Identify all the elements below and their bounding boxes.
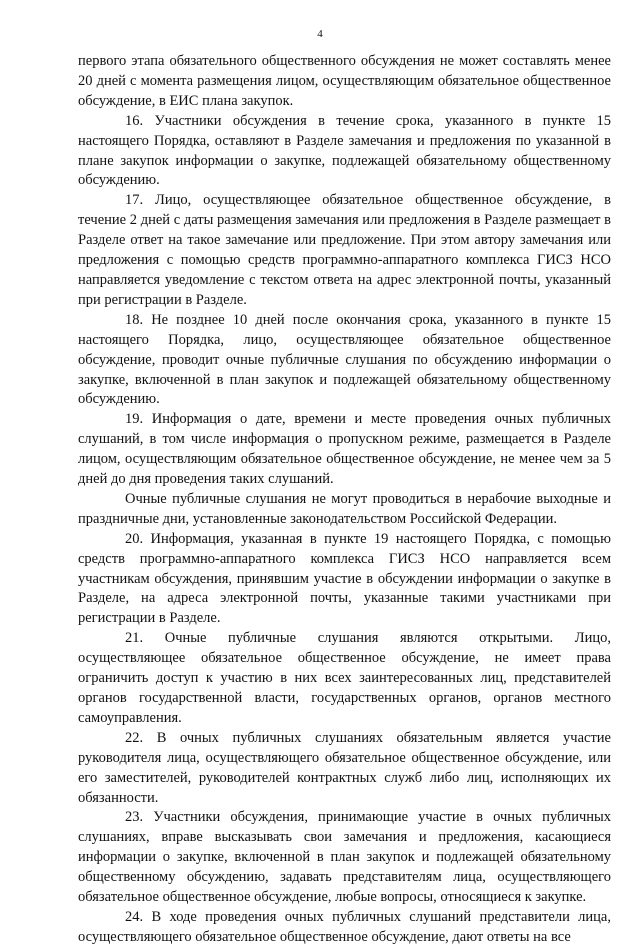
paragraph-16: 16. Участники обсуждения в течение срока, указанного в пункте 15 настоящего Порядка, оставляют в Разделе замечания и предложения по указанной в плане закупок информации о закупке, подлежащей обязательному общественному обсуждению. (78, 112, 611, 189)
paragraph-19: 19. Информация о дате, времени и месте проведения очных публичных слушаний, в том числе информация о пропускном режиме, размещается в Разделе лицом, осуществляющим обязательное общественное обсуждение, не менее чем за 5 дней до дня проведения таких слушаний. (78, 411, 611, 488)
paragraph-18: 18. Не позднее 10 дней после окончания срока, указанного в пункте 15 настоящего Порядка, лицо, осуществляющее обязательное общественное обсуждение, проводит очные публичные слушания по обсуждению информации о закупке, включенной в план закупок и подлежащей обязательному общественному обсуждению. (78, 311, 611, 408)
paragraph-24: 24. В ходе проведения очных публичных слушаний представители лица, осуществляющего обязательное общественное обсуждение, дают ответы на все (78, 908, 611, 945)
document-body (78, 52, 611, 948)
paragraph-19-note: Очные публичные слушания не могут проводиться в нерабочие выходные и праздничные дни, установленные законодательством Российской Федерации. (78, 490, 611, 527)
page-number: 4 (317, 28, 323, 40)
paragraph-22: 22. В очных публичных слушаниях обязательным является участие руководителя лица, осуществляющего обязательное общественное обсуждение, или его заместителей, руководителей контрактных служб либо лиц, исполняющих их обязанности. (78, 729, 611, 806)
paragraph-17: 17. Лицо, осуществляющее обязательное общественное обсуждение, в течение 2 дней с даты размещения замечания или предложения в Разделе размещает в Разделе ответ на такое замечание или предложение. При этом автору замечания или предложения с помощью средств программно-аппаратного комплекса ГИСЗ НСО направляется уведомление с текстом ответа на адрес электронной почты, указанный при регистрации в Разделе. (78, 192, 611, 308)
paragraph-20: 20. Информация, указанная в пункте 19 настоящего Порядка, с помощью средств программно-аппаратного комплекса ГИСЗ НСО направляется всем участникам обсуждения, принявшим участие в обсуждении информации о закупке в Разделе, на адреса электронной почты, указанные такими участниками при регистрации в Разделе. (78, 530, 611, 627)
paragraph-continuation: первого этапа обязательного общественного обсуждения не может составлять менее 20 дней с момента размещения лицом, осуществляющим обязательное общественное обсуждение, в ЕИС плана закупок. (78, 53, 611, 109)
paragraph-23: 23. Участники обсуждения, принимающие участие в очных публичных слушаниях, вправе высказывать свои замечания и предложения, касающиеся информации о закупке, включенной в план закупок и подлежащей обязательному общественному обсуждению, задавать представителям лица, осуществляющего обязательное общественное обсуждение, любые вопросы, относящиеся к закупке. (78, 809, 611, 906)
paragraph-21: 21. Очные публичные слушания являются открытыми. Лицо, осуществляющее обязательное общественное обсуждение, не имеет права ограничить доступ к участию в них всех заинтересованных лиц, представителей органов государственной власти, государственных органов, органов местного самоуправления. (78, 630, 611, 726)
